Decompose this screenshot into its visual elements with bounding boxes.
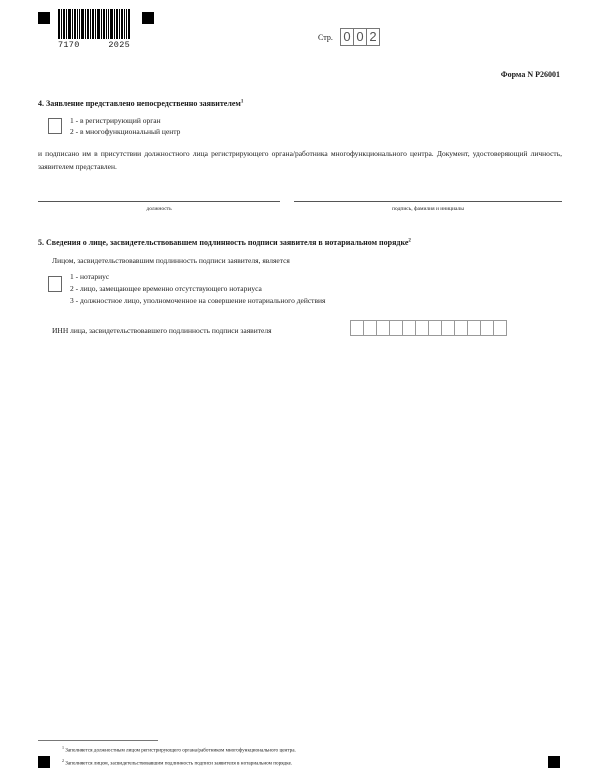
- inn-digit-cell[interactable]: [363, 320, 377, 336]
- barcode-number-part: 7170: [58, 40, 80, 50]
- page-number-cells: [340, 28, 379, 46]
- page-digit: 0: [340, 28, 354, 46]
- position-caption: должность: [146, 206, 172, 212]
- section-4-option-2: 2 - в многофункциональный центр: [70, 127, 181, 136]
- barcode-number-part: 2025: [108, 40, 130, 50]
- footnote-divider: [38, 740, 158, 741]
- name-signature-line[interactable]: [294, 201, 562, 202]
- footnote-ref: 2: [408, 238, 411, 244]
- section-4-title: [38, 99, 243, 108]
- inn-input[interactable]: [350, 320, 506, 336]
- inn-digit-cell[interactable]: [454, 320, 468, 336]
- section-5-option-1: 1 - нотариус: [70, 272, 110, 281]
- corner-marker-bottom-right: [548, 756, 560, 768]
- inn-label: ИНН лица, засвидетельствовавшего подлинность подписи заявителя: [52, 326, 272, 335]
- barcode: [58, 9, 130, 39]
- inn-digit-cell[interactable]: [376, 320, 390, 336]
- corner-marker-top-right: [142, 12, 154, 24]
- footnote-text: Заполняется должностным лицом регистрирующего органа/работником многофункционального центра.: [65, 747, 296, 754]
- footnote-text: Заполняется лицом, засвидетельствовавшим подлинность подписи заявителя в нотариальном порядке.: [65, 760, 293, 767]
- section-5-title: [38, 238, 411, 247]
- barcode-number: [58, 40, 130, 50]
- inn-digit-cell[interactable]: [480, 320, 494, 336]
- position-signature-line[interactable]: [38, 201, 280, 202]
- footnote-num: 2: [62, 758, 64, 763]
- section-5-choice-box[interactable]: [48, 276, 62, 292]
- page-digit: 2: [366, 28, 380, 46]
- corner-marker-bottom-left: [38, 756, 50, 768]
- signature-caption: подпись, фамилия и инициалы: [392, 206, 464, 212]
- section-5-option-2: 2 - лицо, замещающее временно отсутствующего нотариуса: [70, 284, 262, 293]
- inn-digit-cell[interactable]: [389, 320, 403, 336]
- inn-digit-cell[interactable]: [402, 320, 416, 336]
- section-4-paragraph: и подписано им в присутствии должностного лица регистрирующего органа/работника многофункционального центра. Документ, удостоверяющий личность, заявителем представлен.: [38, 149, 562, 171]
- inn-digit-cell[interactable]: [441, 320, 455, 336]
- page-label: Стр.: [318, 33, 333, 42]
- section-4-title-text: 4. Заявление представлено непосредственно заявителем: [38, 99, 241, 108]
- section-4-option-1: 1 - в регистрирующий орган: [70, 116, 161, 125]
- section-5-option-3: 3 - должностное лицо, уполномоченное на совершение нотариального действия: [70, 296, 326, 305]
- inn-digit-cell[interactable]: [428, 320, 442, 336]
- section-5-title-text: 5. Сведения о лице, засвидетельствовавшем подлинность подписи заявителя в нотариальном порядке: [38, 238, 409, 247]
- footnote-2: [62, 758, 292, 767]
- section-5-intro: Лицом, засвидетельствовавшим подлинность подписи заявителя, является: [52, 256, 290, 265]
- inn-digit-cell[interactable]: [467, 320, 481, 336]
- footnote-num: 1: [62, 745, 64, 750]
- footnote-1: [62, 745, 296, 754]
- inn-digit-cell[interactable]: [415, 320, 429, 336]
- inn-digit-cell[interactable]: [493, 320, 507, 336]
- inn-digit-cell[interactable]: [350, 320, 364, 336]
- form-id: Форма N Р26001: [500, 70, 560, 79]
- page-digit: 0: [353, 28, 367, 46]
- corner-marker-top-left: [38, 12, 50, 24]
- footnote-ref: 1: [240, 99, 244, 105]
- section-4-choice-box[interactable]: [48, 118, 62, 134]
